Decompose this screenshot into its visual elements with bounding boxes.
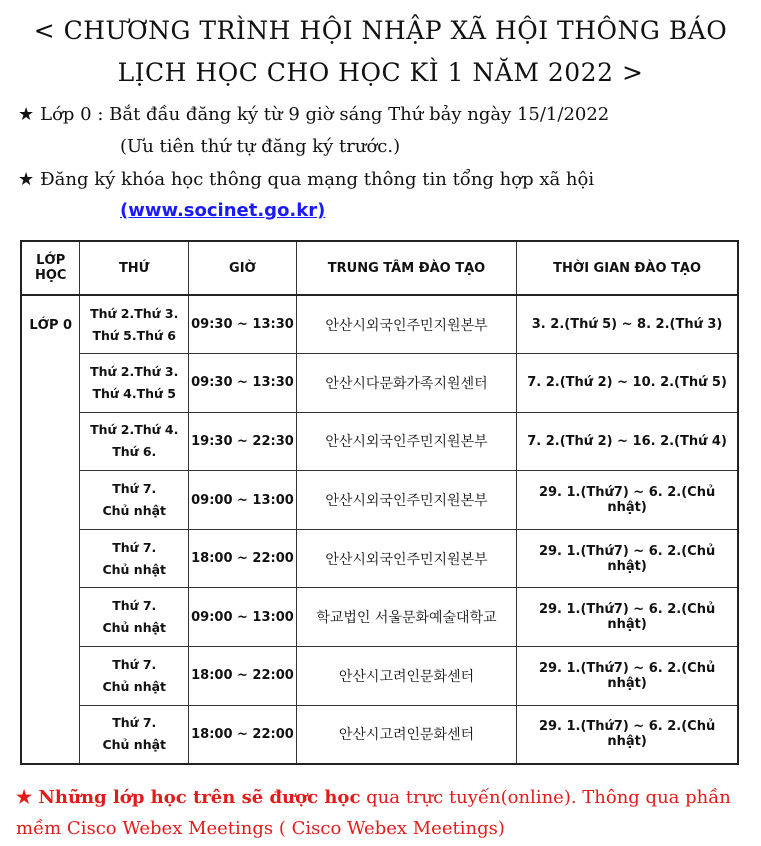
time-cell: 18:00 ~ 22:00 [189,705,297,764]
online-notice-text: qua trực tuyến(online). Thông qua phần mềm Cisco Webex Meetings ( Cisco Webex Meetings) [16,787,731,839]
period-cell: 7. 2.(Thứ 2) ~ 10. 2.(Thứ 5) [517,354,738,413]
time-cell: 18:00 ~ 22:00 [189,529,297,588]
period-cell: 29. 1.(Thứ7) ~ 6. 2.(Chủ nhật) [517,705,738,764]
center-cell: 안산시외국인주민지원본부 [296,295,516,354]
header-time: GIỜ [189,241,297,295]
center-cell: 안산시외국인주민지원본부 [296,471,516,530]
header-period: THỜI GIAN ĐÀO TẠO [517,241,738,295]
period-cell: 7. 2.(Thứ 2) ~ 16. 2.(Thứ 4) [517,412,738,471]
schedule-table [20,240,739,765]
center-cell: 안산시고려인문화센터 [296,705,516,764]
table-row [21,705,738,764]
table-row [21,647,738,706]
header-level: LỚP HỌC [21,241,80,295]
online-registration-notice [18,169,594,190]
time-cell: 09:30 ~ 13:30 [189,295,297,354]
table-row [21,471,738,530]
center-cell: 안산시외국인주민지원본부 [296,529,516,588]
time-cell: 09:30 ~ 13:30 [189,354,297,413]
center-cell: 안산시고려인문화센터 [296,647,516,706]
center-cell: 안산시다문화가족지원센터 [296,354,516,413]
level-cell: LỚP 0 [21,295,80,764]
star-icon: ★ [18,169,35,190]
table-row [21,412,738,471]
period-cell: 29. 1.(Thứ7) ~ 6. 2.(Chủ nhật) [517,529,738,588]
registration-notice [18,104,609,125]
header-day: THỨ [80,241,189,295]
online-notice [16,782,736,844]
table-row [21,529,738,588]
title-line-2: LỊCH HỌC CHO HỌC KÌ 1 NĂM 2022 > [117,58,644,87]
day-cell: Thứ 2.Thứ 3. Thứ 4.Thứ 5 [80,354,189,413]
star-icon: ★ [18,104,35,125]
registration-text: Lớp 0 : Bắt đầu đăng ký từ 9 giờ sáng Thứ bảy ngày 15/1/2022 [40,104,610,125]
table-row [21,354,738,413]
period-cell: 29. 1.(Thứ7) ~ 6. 2.(Chủ nhật) [517,647,738,706]
table-row [21,588,738,647]
priority-note: (Ưu tiên thứ tự đăng ký trước.) [120,136,401,157]
header-center: TRUNG TÂM ĐÀO TẠO [296,241,516,295]
day-cell: Thứ 7. Chủ nhật [80,647,189,706]
day-cell: Thứ 7. Chủ nhật [80,588,189,647]
table-header-row [21,241,738,295]
time-cell: 09:00 ~ 13:00 [189,471,297,530]
day-cell: Thứ 2.Thứ 3. Thứ 5.Thứ 6 [80,295,189,354]
period-cell: 29. 1.(Thứ7) ~ 6. 2.(Chủ nhật) [517,588,738,647]
time-cell: 19:30 ~ 22:30 [189,412,297,471]
center-cell: 학교법인 서울문화예술대학교 [296,588,516,647]
period-cell: 3. 2.(Thứ 5) ~ 8. 2.(Thứ 3) [517,295,738,354]
online-notice-bold: ★ Những lớp học trên sẽ được học [16,787,361,808]
time-cell: 09:00 ~ 13:00 [189,588,297,647]
day-cell: Thứ 7. Chủ nhật [80,705,189,764]
day-cell: Thứ 7. Chủ nhật [80,471,189,530]
table-row [21,295,738,354]
title-line-1: < CHƯƠNG TRÌNH HỘI NHẬP XÃ HỘI THÔNG BÁO [33,16,728,45]
online-registration-text: Đăng ký khóa học thông qua mạng thông tin tổng hợp xã hội [40,169,595,190]
website-link[interactable]: (www.socinet.go.kr) [120,200,326,221]
day-cell: Thứ 2.Thứ 4. Thứ 6. [80,412,189,471]
period-cell: 29. 1.(Thứ7) ~ 6. 2.(Chủ nhật) [517,471,738,530]
day-cell: Thứ 7. Chủ nhật [80,529,189,588]
time-cell: 18:00 ~ 22:00 [189,647,297,706]
center-cell: 안산시외국인주민지원본부 [296,412,516,471]
